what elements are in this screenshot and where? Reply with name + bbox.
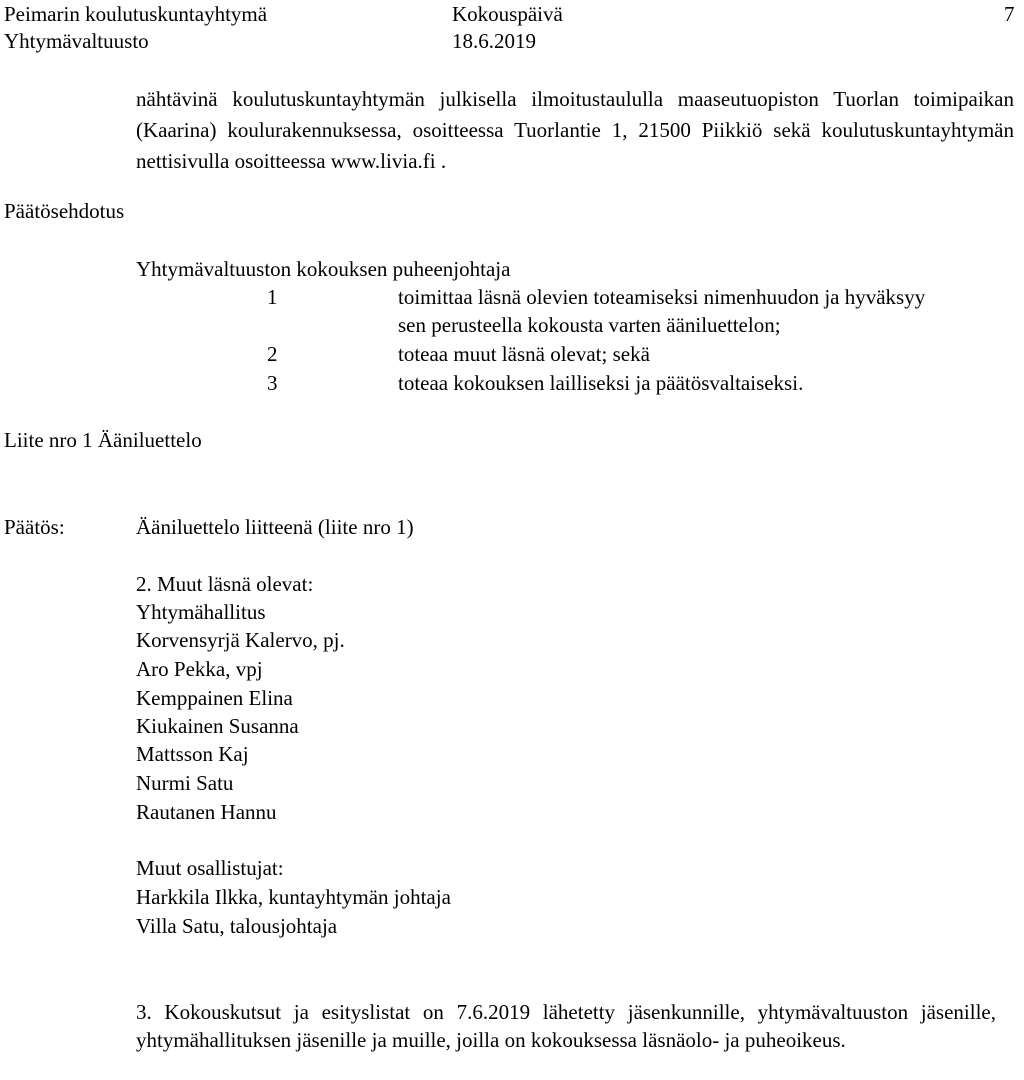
participants-heading: Muut osallistujat: bbox=[136, 856, 284, 880]
participant: Villa Satu, talousjohtaja bbox=[136, 914, 338, 938]
proposal-lead: Yhtymävaltuuston kokouksen puheenjohtaja bbox=[136, 257, 511, 281]
proposal-item-text-continued: sen perusteella kokousta varten ääniluettelon; bbox=[398, 313, 781, 337]
proposal-item-text: toteaa muut läsnä olevat; sekä bbox=[398, 342, 650, 366]
board-member: Mattsson Kaj bbox=[136, 742, 249, 766]
others-present-heading: 2. Muut läsnä olevat: bbox=[136, 572, 314, 596]
page-number: 7 bbox=[1004, 2, 1015, 26]
decision-text: Ääniluettelo liitteenä (liite nro 1) bbox=[136, 515, 414, 539]
meeting-date: 18.6.2019 bbox=[452, 29, 536, 53]
intro-paragraph: nähtävinä koulutuskuntayhtymän julkisella ilmoitustaululla maaseutuopiston Tuorlan toimipaikan (Kaarina) koulurakennuksessa, osoitteessa Tuorlantie 1, 21500 Piikkiö sekä koulutuskuntayhtymän nettisivulla osoitteessa www.livia.fi . bbox=[136, 87, 1014, 173]
decision-label: Päätös: bbox=[4, 515, 65, 539]
proposal-item-text: toimittaa läsnä olevien toteamiseksi nimenhuudon ja hyväksyy bbox=[398, 285, 926, 309]
proposal-item-text: toteaa kokouksen lailliseksi ja päätösvaltaiseksi. bbox=[398, 371, 804, 395]
proposal-label: Päätösehdotus bbox=[4, 199, 125, 223]
board-heading: Yhtymähallitus bbox=[136, 600, 266, 624]
invitations-paragraph: 3. Kokouskutsut ja esityslistat on 7.6.2019 lähetetty jäsenkunnille, yhtymävaltuuston jäsenille, yhtymähallituksen jäsenille ja muille, joilla on kokouksessa läsnäolo- ja puheoikeus. bbox=[136, 1000, 996, 1052]
board-member: Nurmi Satu bbox=[136, 771, 234, 795]
organization-name: Peimarin koulutuskuntayhtymä bbox=[4, 2, 268, 26]
attachment-reference: Liite nro 1 Ääniluettelo bbox=[4, 428, 202, 452]
proposal-item-number: 3 bbox=[267, 371, 278, 395]
board-member: Kiukainen Susanna bbox=[136, 714, 299, 738]
proposal-item-number: 1 bbox=[267, 285, 278, 309]
board-member: Rautanen Hannu bbox=[136, 800, 277, 824]
proposal-item-number: 2 bbox=[267, 342, 278, 366]
meeting-date-label: Kokouspäivä bbox=[452, 2, 563, 26]
participant: Harkkila Ilkka, kuntayhtymän johtaja bbox=[136, 885, 451, 909]
board-member: Aro Pekka, vpj bbox=[136, 657, 263, 681]
body-name: Yhtymävaltuusto bbox=[4, 29, 149, 53]
board-member: Korvensyrjä Kalervo, pj. bbox=[136, 628, 345, 652]
board-member: Kemppainen Elina bbox=[136, 686, 293, 710]
